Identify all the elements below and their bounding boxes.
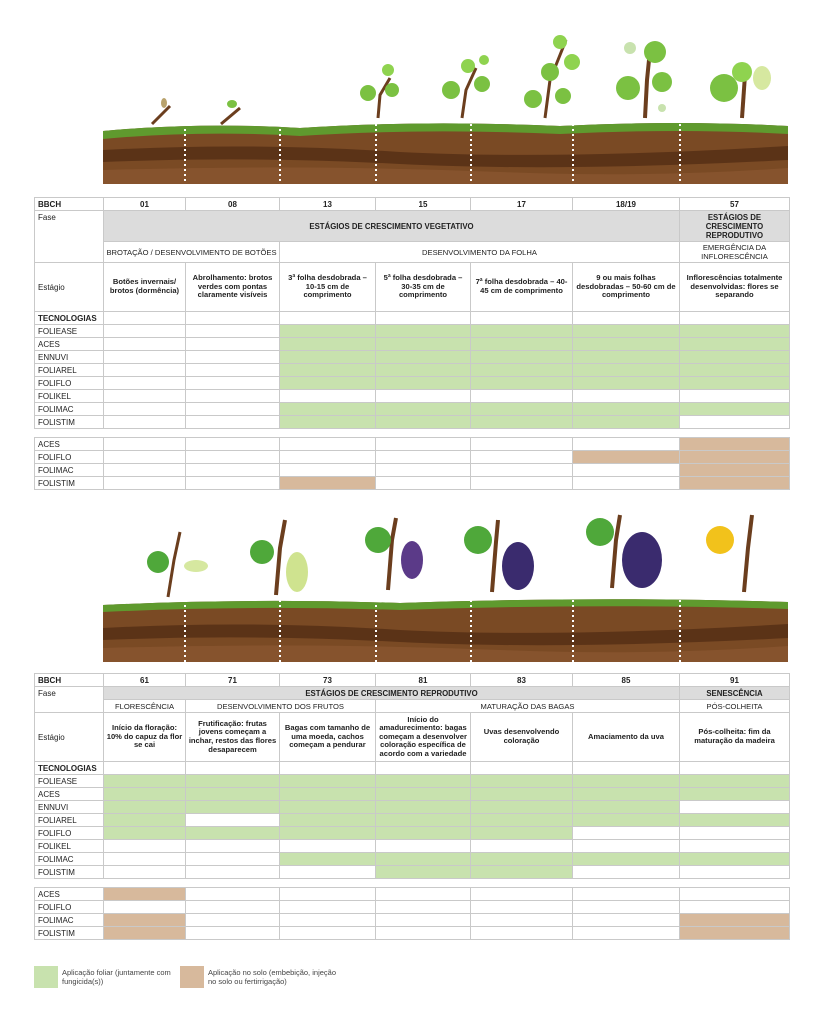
legend-foliar [34,966,204,990]
empty-cell [186,451,280,464]
stage-description: Bagas com tamanho de uma moeda, cachos começam a pendurar [280,713,376,762]
subphase-berry-ripening: MATURAÇÃO DAS BAGAS [376,700,680,713]
technology-name: ACES [35,338,104,351]
empty-cell [104,840,186,853]
foliar-application-cell [186,788,280,801]
technology-name: FOLIKEL [35,840,104,853]
foliar-application-cell [376,788,471,801]
empty-cell [186,338,280,351]
empty-cell [471,927,573,940]
technology-name: ACES [35,438,104,451]
empty-cell [471,901,573,914]
empty-cell [280,888,376,901]
foliar-application-cell [376,853,471,866]
technology-row [35,390,790,403]
empty-cell [104,364,186,377]
legend-swatch-foliar [34,966,58,988]
foliar-application-cell [471,788,573,801]
foliar-application-cell [680,325,790,338]
empty-cell [680,840,790,853]
foliar-application-cell [471,775,573,788]
bbch-code: 01 [104,198,186,211]
bbch-code: 81 [376,674,471,687]
technology-name: ENNUVI [35,351,104,364]
fase-label: Fase [35,211,104,263]
foliar-application-cell [573,853,680,866]
empty-cell [280,840,376,853]
legend-foliar-text: Aplicação foliar (juntamente com fungicida(s)) [62,968,171,986]
empty-cell [680,390,790,403]
empty-cell [186,464,280,477]
foliar-application-cell [573,403,680,416]
empty-cell [573,477,680,490]
empty-cell [104,377,186,390]
empty-cell [376,477,471,490]
empty-cell [680,416,790,429]
empty-cell [680,901,790,914]
technology-row [35,775,790,788]
technology-name: FOLIMAC [35,853,104,866]
stage-description: Início do amadurecimento: bagas começam a desenvolver coloração específica de acordo com a variedade [376,713,471,762]
bbch-code: 17 [471,198,573,211]
empty-cell [280,451,376,464]
foliar-application-cell [471,325,573,338]
technology-row [35,464,790,477]
foliar-application-cell [573,788,680,801]
empty-cell [680,866,790,879]
foliar-application-cell [680,788,790,801]
empty-cell [280,464,376,477]
soil-rows [35,438,790,490]
stage-description: 9 ou mais folhas desdobradas – 50-60 cm de comprimento [573,263,680,312]
foliar-application-cell [471,364,573,377]
empty-cell [186,927,280,940]
empty-cell [573,914,680,927]
empty-cell [186,477,280,490]
technology-row [35,477,790,490]
foliar-application-cell [573,364,680,377]
phase-senescence: SENESCÊNCIA [680,687,790,700]
bottom-application-table [34,673,790,940]
foliar-application-cell [573,325,680,338]
empty-cell [680,888,790,901]
foliar-application-cell [376,416,471,429]
vine-growth-illustration-top [0,20,823,190]
empty-cell [376,840,471,853]
empty-cell [376,914,471,927]
empty-cell [573,464,680,477]
bbch-code: 71 [186,674,280,687]
stage-description: Frutificação: frutas jovens começam a inchar, restos das flores desaparecem [186,713,280,762]
empty-cell [104,464,186,477]
stage-description: Botões invernais/ brotos (dormência) [104,263,186,312]
empty-cell [186,351,280,364]
empty-cell [186,901,280,914]
foliar-application-cell [573,351,680,364]
foliar-application-cell [680,338,790,351]
foliar-application-cell [376,775,471,788]
foliar-application-cell [680,814,790,827]
foliar-application-cell [376,325,471,338]
bbch-code: 08 [186,198,280,211]
technology-row [35,351,790,364]
vine-growth-illustration-bottom [0,505,823,665]
legend-solo [180,966,360,990]
technology-row [35,416,790,429]
empty-cell [186,853,280,866]
foliar-application-cell [471,853,573,866]
foliar-application-cell [471,377,573,390]
empty-cell [680,827,790,840]
foliar-application-cell [471,338,573,351]
empty-cell [104,351,186,364]
foliar-application-cell [471,814,573,827]
foliar-application-cell [573,338,680,351]
foliar-application-cell [573,377,680,390]
foliar-application-cell [471,866,573,879]
foliar-application-cell [376,827,471,840]
foliar-application-cell [376,364,471,377]
technology-name: FOLISTIM [35,866,104,879]
bbch-code: 85 [573,674,680,687]
technology-row [35,801,790,814]
empty-cell [280,866,376,879]
empty-cell [280,390,376,403]
foliar-application-cell [280,416,376,429]
technology-name: FOLIMAC [35,403,104,416]
subphase-inflorescence: EMERGÊNCIA DA INFLORESCÊNCIA [680,242,790,263]
empty-cell [186,416,280,429]
foliar-application-cell [104,801,186,814]
foliar-application-cell [104,827,186,840]
soil-application-cell [280,477,376,490]
legend-solo-text: Aplicação no solo (embebição, injeção no solo ou fertirrigação) [208,968,336,986]
tecnologias-label: TECNOLOGIAS [35,312,104,325]
foliar-application-cell [280,775,376,788]
foliar-application-cell [376,377,471,390]
foliar-application-cell [573,801,680,814]
foliar-application-cell [280,403,376,416]
foliar-application-cell [280,338,376,351]
technology-name: FOLIEASE [35,775,104,788]
empty-cell [471,464,573,477]
foliar-application-cell [680,853,790,866]
technology-row [35,853,790,866]
fase-label: Fase [35,687,104,713]
foliar-application-cell [680,403,790,416]
empty-cell [573,827,680,840]
bbch-code: 73 [280,674,376,687]
stage-description: Amaciamento da uva [573,713,680,762]
soil-application-cell [104,914,186,927]
bbch-code: 57 [680,198,790,211]
empty-cell [376,438,471,451]
empty-cell [186,377,280,390]
empty-cell [186,840,280,853]
empty-cell [376,927,471,940]
foliar-application-cell [680,351,790,364]
empty-cell [376,464,471,477]
stage-description: Uvas desenvolvendo coloração [471,713,573,762]
empty-cell [471,390,573,403]
empty-cell [573,390,680,403]
technology-name: FOLISTIM [35,477,104,490]
foliar-application-cell [680,377,790,390]
empty-cell [186,888,280,901]
foliar-application-cell [471,416,573,429]
stage-description: 3ª folha desdobrada – 10-15 cm de comprimento [280,263,376,312]
empty-cell [573,840,680,853]
soil-application-cell [680,927,790,940]
foliar-application-cell [280,377,376,390]
foliar-application-cell [680,364,790,377]
foliar-application-cell [104,814,186,827]
empty-cell [104,866,186,879]
foliar-application-cell [471,801,573,814]
subphase-post-harvest: PÓS-COLHEITA [680,700,790,713]
foliar-application-cell [280,827,376,840]
bbch-code: 91 [680,674,790,687]
foliar-application-cell [376,351,471,364]
foliar-rows [35,325,790,429]
technology-row [35,814,790,827]
empty-cell [573,438,680,451]
foliar-application-cell [376,403,471,416]
foliar-application-cell [104,775,186,788]
yellow-leaf-icon [706,526,734,554]
empty-cell [104,438,186,451]
empty-cell [186,814,280,827]
technology-name: FOLIFLO [35,451,104,464]
empty-cell [376,451,471,464]
empty-cell [376,888,471,901]
empty-cell [573,927,680,940]
estagio-label: Estágio [35,713,104,762]
soil-application-cell [680,438,790,451]
foliar-application-cell [186,801,280,814]
bbch-label: BBCH [35,198,104,211]
technology-row [35,827,790,840]
foliar-application-cell [280,325,376,338]
technology-row [35,914,790,927]
technology-name: ACES [35,888,104,901]
foliar-application-cell [376,814,471,827]
dormant-bud-icon [152,106,170,124]
foliar-application-cell [280,351,376,364]
phase-vegetative: ESTÁGIOS DE CRESCIMENTO VEGETATIVO [104,211,680,242]
empty-cell [471,914,573,927]
empty-cell [104,853,186,866]
foliar-application-cell [573,775,680,788]
foliar-application-cell [376,338,471,351]
phase-reproductive: ESTÁGIOS DE CRESCIMENTO REPRODUTIVO [680,211,790,242]
stage-description: Abrolhamento: brotos verdes com pontas claramente visíveis [186,263,280,312]
technology-row [35,927,790,940]
soil-application-cell [680,914,790,927]
foliar-application-cell [280,364,376,377]
technology-row [35,438,790,451]
foliar-application-cell [376,866,471,879]
foliar-application-cell [280,788,376,801]
subphase-fruit-development: DESENVOLVIMENTO DOS FRUTOS [186,700,376,713]
bbch-code: 13 [280,198,376,211]
empty-cell [104,338,186,351]
foliar-application-cell [280,814,376,827]
technology-name: FOLIAREL [35,814,104,827]
technology-name: FOLIFLO [35,901,104,914]
foliar-rows [35,775,790,879]
empty-cell [104,403,186,416]
foliar-application-cell [280,853,376,866]
empty-cell [280,927,376,940]
empty-cell [680,801,790,814]
technology-row [35,451,790,464]
technology-name: FOLIFLO [35,827,104,840]
empty-cell [280,901,376,914]
technology-name: FOLIAREL [35,364,104,377]
empty-cell [104,901,186,914]
soil-application-cell [573,451,680,464]
empty-cell [186,914,280,927]
technology-name: ENNUVI [35,801,104,814]
empty-cell [104,325,186,338]
technology-row [35,403,790,416]
foliar-application-cell [376,801,471,814]
empty-cell [573,866,680,879]
empty-cell [376,901,471,914]
foliar-application-cell [471,403,573,416]
foliar-application-cell [186,775,280,788]
empty-cell [376,390,471,403]
empty-cell [186,866,280,879]
empty-cell [186,364,280,377]
technology-row [35,866,790,879]
technology-name: FOLIKEL [35,390,104,403]
soil-application-cell [680,464,790,477]
foliar-application-cell [186,827,280,840]
empty-cell [471,888,573,901]
soil-application-cell [104,927,186,940]
foliar-application-cell [471,827,573,840]
stage-description: Inflorescências totalmente desenvolvidas: flores se separando [680,263,790,312]
empty-cell [573,888,680,901]
foliar-application-cell [680,775,790,788]
bbch-code: 61 [104,674,186,687]
bbch-label: BBCH [35,674,104,687]
foliar-application-cell [280,801,376,814]
technology-name: FOLISTIM [35,416,104,429]
technology-name: FOLIFLO [35,377,104,390]
stage-description: 7ª folha desdobrada – 40-45 cm de comprimento [471,263,573,312]
technology-name: FOLIMAC [35,914,104,927]
tecnologias-label: TECNOLOGIAS [35,762,104,775]
technology-row [35,888,790,901]
technology-name: ACES [35,788,104,801]
stage-description: 5ª folha desdobrada – 30-35 cm de comprimento [376,263,471,312]
technology-row [35,840,790,853]
foliar-application-cell [104,788,186,801]
technology-name: FOLIMAC [35,464,104,477]
technology-name: FOLIEASE [35,325,104,338]
soil-application-cell [104,888,186,901]
technology-row [35,364,790,377]
empty-cell [280,438,376,451]
technology-row [35,901,790,914]
foliar-application-cell [573,416,680,429]
empty-cell [104,477,186,490]
soil-rows [35,888,790,940]
technology-name: FOLISTIM [35,927,104,940]
technology-row [35,325,790,338]
empty-cell [186,390,280,403]
subphase-leaf-development: DESENVOLVIMENTO DA FOLHA [280,242,680,263]
legend-swatch-solo [180,966,204,988]
empty-cell [186,438,280,451]
empty-cell [471,438,573,451]
technology-row [35,338,790,351]
bbch-code: 83 [471,674,573,687]
empty-cell [280,914,376,927]
empty-cell [471,840,573,853]
soil-application-cell [680,451,790,464]
stage-description: Pós-colheita: fim da maturação da madeira [680,713,790,762]
subphase-flowering: FLORESCÊNCIA [104,700,186,713]
stage-description: Início da floração: 10% do capuz da flor se cai [104,713,186,762]
empty-cell [186,403,280,416]
bbch-code: 15 [376,198,471,211]
empty-cell [104,390,186,403]
empty-cell [104,416,186,429]
phase-reproductive: ESTÁGIOS DE CRESCIMENTO REPRODUTIVO [104,687,680,700]
technology-row [35,788,790,801]
foliar-application-cell [573,814,680,827]
bbch-code: 18/19 [573,198,680,211]
empty-cell [573,901,680,914]
technology-row [35,377,790,390]
subphase-budding: BROTAÇÃO / DESENVOLVIMENTO DE BOTÕES [104,242,280,263]
foliar-application-cell [471,351,573,364]
empty-cell [471,451,573,464]
soil-application-cell [680,477,790,490]
empty-cell [104,451,186,464]
top-application-table [34,197,790,490]
empty-cell [471,477,573,490]
estagio-label: Estágio [35,263,104,312]
empty-cell [186,325,280,338]
